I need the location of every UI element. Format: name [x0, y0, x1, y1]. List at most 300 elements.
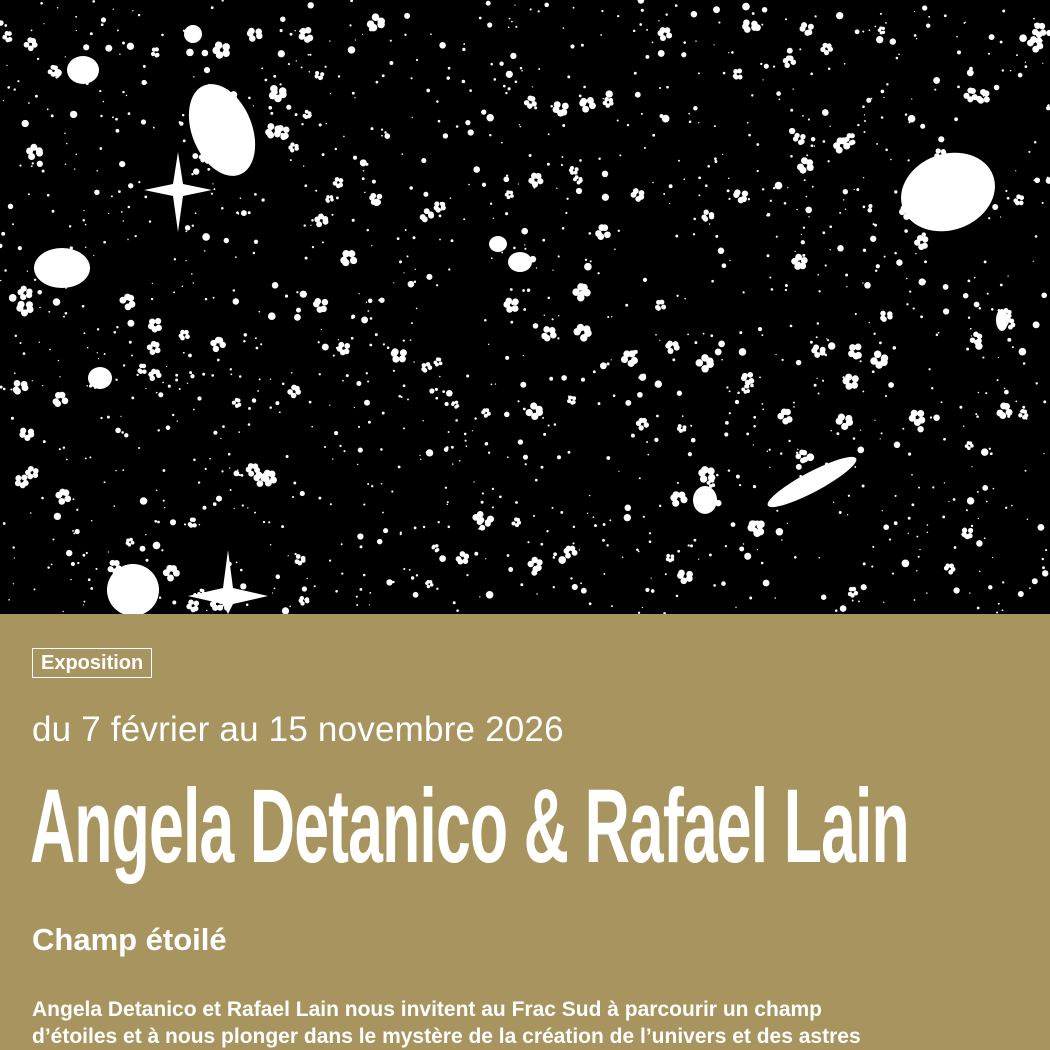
star-speck [693, 218, 696, 221]
star-speck [247, 507, 248, 508]
star-speck [787, 187, 788, 188]
star-speck [466, 375, 469, 378]
star-speck [579, 159, 582, 162]
star-speck [938, 136, 944, 142]
star-speck [606, 456, 610, 460]
star-speck [652, 134, 655, 137]
star-speck [352, 92, 355, 95]
star-speck [558, 255, 560, 257]
star-speck [1042, 570, 1048, 576]
star-speck [339, 445, 341, 447]
star-speck [883, 97, 884, 98]
star-speck [806, 154, 808, 156]
star-speck [908, 517, 911, 520]
star-speck [486, 1, 491, 6]
star-speck [988, 53, 990, 55]
star-speck [268, 312, 276, 320]
star-speck [481, 501, 484, 504]
star-speck [212, 183, 213, 184]
star-speck [368, 421, 371, 424]
exhibition-title: Champ étoilé [32, 922, 227, 957]
star-speck [579, 549, 580, 550]
star-speck [401, 153, 403, 155]
star-speck [1032, 578, 1038, 584]
star-speck [656, 415, 659, 418]
star-speck [161, 34, 164, 37]
star-speck [890, 38, 896, 44]
star-speck [443, 133, 448, 138]
star-speck [384, 131, 387, 134]
star-speck [128, 112, 131, 115]
star-speck [309, 401, 312, 404]
star-speck [446, 76, 449, 79]
star-speck [997, 379, 999, 381]
star-speck [391, 491, 393, 493]
star-speck [508, 567, 513, 572]
star-speck [507, 554, 510, 557]
star-speck [213, 188, 215, 190]
star-speck [367, 483, 369, 485]
star-speck [722, 263, 727, 268]
star-speck [776, 528, 784, 536]
star-speck [857, 124, 859, 126]
star-speck [288, 63, 290, 65]
star-speck [839, 511, 842, 514]
star-speck [924, 260, 927, 263]
galaxy-blob [107, 564, 159, 614]
star-speck [787, 48, 793, 54]
star-speck [330, 503, 332, 505]
star-speck [112, 116, 114, 118]
star-speck [322, 153, 325, 156]
star-speck [906, 278, 908, 280]
star-speck [452, 463, 453, 464]
star-speck [984, 488, 986, 490]
star-speck [816, 336, 818, 338]
star-speck [436, 100, 439, 103]
star-speck [804, 179, 806, 181]
star-speck [933, 414, 940, 421]
star-speck [762, 79, 763, 80]
star-speck [796, 209, 797, 210]
star-speck [1042, 202, 1044, 204]
star-speck [286, 105, 291, 110]
star-speck [788, 440, 790, 442]
star-speck [488, 344, 489, 345]
star-speck [992, 204, 998, 210]
star-speck [184, 523, 186, 525]
star-speck [757, 549, 758, 550]
star-speck [185, 225, 190, 230]
star-speck [448, 67, 451, 70]
star-speck [95, 568, 97, 570]
star-speck [505, 356, 509, 360]
star-speck [953, 498, 956, 501]
star-speck [185, 260, 186, 261]
star-speck [916, 536, 918, 538]
star-speck [688, 113, 690, 115]
star-speck [265, 79, 268, 82]
star-speck [309, 54, 311, 56]
star-speck [603, 171, 604, 172]
star-speck [293, 482, 296, 485]
star-speck [494, 78, 497, 81]
star-speck [885, 395, 887, 397]
star-speck [677, 482, 679, 484]
star-speck [881, 90, 885, 94]
star-speck [883, 524, 889, 530]
star-speck [506, 174, 508, 176]
star-speck [115, 129, 119, 133]
star-speck [311, 426, 313, 428]
star-speck [609, 519, 611, 521]
star-speck [292, 496, 294, 498]
star-speck [491, 257, 493, 259]
star-speck [221, 470, 223, 472]
star-speck [173, 291, 175, 293]
star-speck [598, 402, 601, 405]
star-speck [414, 280, 417, 283]
star-speck [873, 333, 875, 335]
star-speck [989, 448, 991, 450]
star-speck [1002, 609, 1004, 611]
star-speck [785, 18, 787, 20]
star-speck [1012, 346, 1014, 348]
star-speck [366, 302, 367, 303]
star-speck [482, 183, 486, 187]
star-speck [728, 469, 730, 471]
star-speck [988, 217, 990, 219]
star-speck [100, 115, 102, 117]
star-speck [971, 466, 972, 467]
star-speck [728, 198, 730, 200]
star-speck [814, 384, 817, 387]
star-speck [58, 360, 59, 361]
star-speck [914, 599, 916, 601]
star-speck [43, 23, 44, 24]
star-speck [547, 163, 550, 166]
star-speck [361, 316, 368, 323]
star-speck [415, 269, 416, 270]
star-speck [468, 184, 470, 186]
star-speck [6, 65, 7, 66]
star-speck [944, 14, 947, 17]
star-speck [270, 544, 272, 546]
star-speck [30, 512, 32, 514]
star-speck [641, 113, 643, 115]
star-speck [205, 468, 207, 470]
star-speck [876, 143, 878, 145]
star-speck [288, 555, 289, 556]
star-speck [439, 239, 441, 241]
star-speck [179, 388, 181, 390]
star-speck [943, 284, 949, 290]
star-speck [735, 400, 739, 404]
star-speck [371, 245, 372, 246]
star-speck [944, 482, 945, 483]
star-speck [927, 524, 929, 526]
star-speck [989, 34, 995, 40]
star-speck [726, 386, 728, 388]
star-speck [647, 454, 649, 456]
star-speck [83, 604, 84, 605]
star-speck [739, 546, 744, 551]
star-speck [207, 168, 210, 171]
star-speck [711, 280, 714, 283]
star-speck [776, 236, 778, 238]
star-speck [1045, 549, 1047, 551]
star-speck [860, 360, 862, 362]
star-speck [77, 562, 79, 564]
star-speck [64, 132, 66, 134]
star-speck [162, 382, 164, 384]
star-speck [552, 269, 553, 270]
star-speck [348, 46, 355, 53]
star-speck [380, 448, 383, 451]
galaxy-blob [34, 248, 90, 288]
star-speck [513, 247, 516, 250]
galaxy-blob [67, 56, 99, 84]
star-speck [646, 29, 648, 31]
star-speck [822, 231, 825, 234]
star-speck [423, 192, 428, 197]
star-speck [619, 154, 621, 156]
star-speck [954, 117, 958, 121]
star-speck [521, 70, 523, 72]
star-speck [990, 452, 993, 455]
star-speck [14, 557, 15, 558]
star-speck [342, 380, 344, 382]
star-speck [261, 67, 263, 69]
star-speck [278, 50, 285, 57]
star-speck [861, 584, 867, 590]
star-speck [922, 5, 927, 10]
star-speck [445, 487, 447, 489]
star-speck [536, 267, 537, 268]
star-speck [601, 10, 603, 12]
star-speck [905, 113, 907, 115]
star-speck [635, 92, 641, 98]
star-speck [882, 510, 883, 511]
star-speck [70, 111, 77, 118]
star-speck [598, 157, 600, 159]
star-speck [742, 3, 750, 11]
star-speck [603, 523, 606, 526]
star-speck [324, 66, 326, 68]
star-speck [714, 160, 717, 163]
star-speck [37, 58, 39, 60]
star-speck [259, 378, 261, 380]
star-speck [895, 495, 897, 497]
star-speck [191, 173, 193, 175]
star-speck [1019, 34, 1027, 42]
star-speck [279, 83, 281, 85]
star-speck [156, 392, 158, 394]
star-speck [885, 149, 888, 152]
star-speck [1029, 587, 1031, 589]
star-speck [506, 71, 513, 78]
star-speck [568, 451, 571, 454]
star-speck [499, 495, 502, 498]
star-speck [129, 341, 132, 344]
star-speck [964, 22, 966, 24]
star-speck [319, 373, 321, 375]
star-speck [957, 50, 961, 54]
star-speck [524, 244, 525, 245]
star-speck [246, 603, 249, 606]
star-speck [784, 202, 787, 205]
star-speck [830, 430, 832, 432]
star-speck [406, 255, 408, 257]
star-speck [893, 346, 897, 350]
star-speck [369, 592, 371, 594]
star-speck [138, 447, 140, 449]
star-speck [161, 549, 163, 551]
star-speck [821, 594, 827, 600]
star-speck [73, 532, 75, 534]
star-speck [658, 20, 659, 21]
star-speck [920, 124, 925, 129]
star-speck [333, 355, 335, 357]
star-speck [979, 307, 982, 310]
star-speck [981, 448, 989, 456]
star-speck [39, 342, 40, 343]
star-speck [919, 549, 920, 550]
star-speck [729, 260, 730, 261]
star-speck [474, 417, 476, 419]
star-speck [737, 391, 740, 394]
star-speck [603, 573, 605, 575]
star-speck [892, 573, 894, 575]
star-speck [54, 513, 61, 520]
star-speck [149, 220, 151, 222]
star-speck [651, 578, 652, 579]
star-speck [927, 532, 928, 533]
star-speck [74, 168, 75, 169]
star-speck [651, 589, 655, 593]
star-speck [416, 59, 418, 61]
star-speck [42, 170, 45, 173]
star-speck [688, 544, 690, 546]
star-speck [128, 183, 133, 188]
star-speck [108, 551, 109, 552]
star-speck [96, 170, 98, 172]
star-speck [633, 30, 636, 33]
star-speck [124, 433, 128, 437]
star-speck [438, 521, 440, 523]
star-speck [581, 588, 587, 594]
star-speck [759, 376, 761, 378]
star-speck [14, 88, 16, 90]
star-speck [75, 529, 80, 534]
star-speck [354, 97, 355, 98]
star-speck [47, 194, 50, 197]
star-speck [817, 274, 819, 276]
star-speck [234, 508, 235, 509]
star-speck [294, 553, 296, 555]
star-speck [968, 280, 971, 283]
star-speck [1042, 558, 1044, 560]
star-speck [118, 190, 121, 193]
star-speck [115, 428, 121, 434]
star-speck [748, 134, 751, 137]
star-speck [505, 212, 508, 215]
star-speck [805, 207, 812, 214]
star-speck [63, 447, 65, 449]
star-speck [485, 558, 486, 559]
star-speck [659, 505, 661, 507]
star-speck [739, 484, 741, 486]
star-speck [510, 53, 516, 59]
star-speck [113, 505, 115, 507]
star-speck [589, 602, 592, 605]
star-speck [971, 525, 973, 527]
star-speck [976, 540, 983, 547]
star-speck [448, 268, 450, 270]
star-speck [683, 178, 685, 180]
star-speck [183, 352, 185, 354]
star-speck [32, 162, 34, 164]
star-speck [752, 12, 755, 15]
star-speck [675, 4, 678, 7]
star-speck [520, 126, 522, 128]
star-speck [453, 601, 456, 604]
galaxy-blob [88, 367, 112, 389]
star-speck [515, 26, 517, 28]
galaxy-blob [996, 309, 1008, 331]
star-speck [366, 163, 369, 166]
star-speck [456, 125, 459, 128]
star-speck [507, 456, 509, 458]
star-speck [806, 196, 808, 198]
star-speck [495, 383, 496, 384]
star-speck [140, 497, 147, 504]
star-speck [435, 397, 438, 400]
star-speck [691, 438, 696, 443]
star-speck [563, 27, 565, 29]
star-speck [1015, 401, 1017, 403]
star-speck [844, 63, 846, 65]
star-speck [659, 340, 660, 341]
star-speck [300, 491, 305, 496]
star-speck [83, 332, 85, 334]
star-speck [307, 578, 308, 579]
star-speck [310, 225, 311, 226]
star-speck [195, 212, 197, 214]
star-speck [408, 281, 415, 288]
star-speck [282, 382, 285, 385]
star-speck [181, 285, 183, 287]
star-speck [1034, 141, 1037, 144]
star-speck [811, 137, 815, 141]
star-speck [987, 293, 989, 295]
star-speck [122, 91, 124, 93]
star-speck [911, 98, 912, 99]
star-speck [189, 371, 192, 374]
star-speck [330, 93, 331, 94]
star-speck [761, 562, 764, 565]
star-speck [863, 562, 866, 565]
star-speck [242, 504, 244, 506]
star-speck [963, 425, 965, 427]
star-speck [28, 102, 30, 104]
star-speck [1011, 505, 1013, 507]
star-speck [693, 233, 695, 235]
star-speck [1015, 170, 1016, 171]
star-speck [814, 15, 816, 17]
star-speck [1043, 400, 1046, 403]
star-speck [725, 545, 727, 547]
